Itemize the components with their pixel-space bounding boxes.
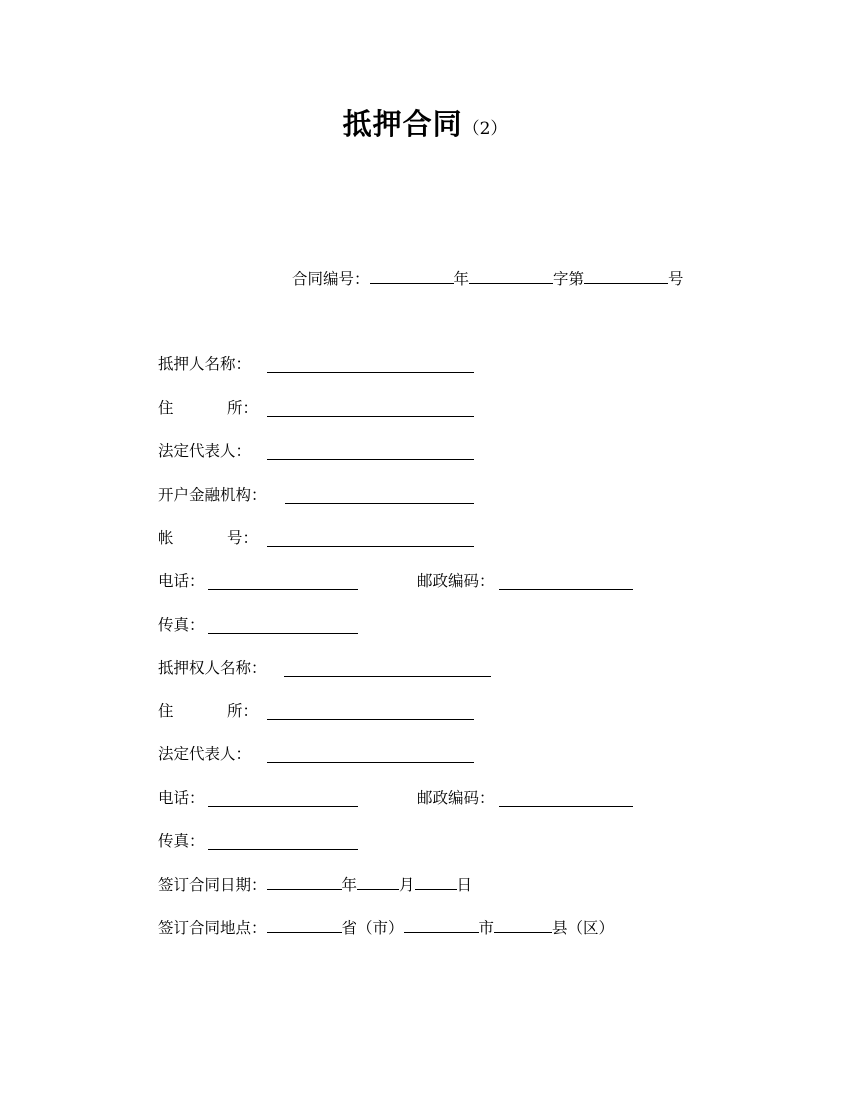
sign-date-line <box>158 874 472 895</box>
contract-year-label: 年 <box>453 270 470 288</box>
mortgagor-phone-blank[interactable] <box>208 588 358 590</box>
sign-date-day-label: 日 <box>456 876 473 894</box>
mortgagor-bank-label: 开户金融机构： <box>158 486 267 504</box>
mortgagor-postcode-label: 邮政编码： <box>417 572 495 590</box>
mortgagor-account-blank[interactable] <box>267 545 474 547</box>
mortgagor-legal-rep-blank[interactable] <box>267 458 474 460</box>
mortgagor-fax-label: 传真： <box>158 616 205 634</box>
mortgagor-account-label-b: 号： <box>227 529 259 547</box>
sign-place-province-label: 省（市） <box>341 919 404 937</box>
contract-year-blank[interactable] <box>370 268 454 284</box>
mortgagor-bank-blank[interactable] <box>285 502 474 504</box>
title-main: 抵押合同 <box>342 107 463 141</box>
mortgagee-address-label-a: 住 <box>158 702 174 720</box>
sign-place-county-blank[interactable] <box>494 917 552 933</box>
mortgagor-name-label: 抵押人名称： <box>158 355 252 373</box>
contract-char-no-label: 字第 <box>553 270 585 288</box>
sign-place-county-label: 县（区） <box>552 919 615 937</box>
mortgagee-legal-rep-blank[interactable] <box>267 761 474 763</box>
contract-char-blank[interactable] <box>469 268 553 284</box>
mortgagor-fax-blank[interactable] <box>208 632 358 634</box>
mortgagee-name-blank[interactable] <box>284 675 491 677</box>
mortgagor-address-blank[interactable] <box>267 415 474 417</box>
mortgagor-phone-label: 电话： <box>158 572 205 590</box>
mortgagor-postcode-blank[interactable] <box>499 588 633 590</box>
sign-place-label: 签订合同地点： <box>158 919 267 937</box>
sign-place-city-blank[interactable] <box>404 917 479 933</box>
contract-number-blank[interactable] <box>584 268 668 284</box>
sign-place-line <box>158 917 614 938</box>
mortgagor-name-blank[interactable] <box>267 371 474 373</box>
mortgagee-name-label: 抵押权人名称： <box>158 659 267 677</box>
contract-number-suffix: 号 <box>668 270 684 288</box>
sign-place-province-blank[interactable] <box>267 917 342 933</box>
sign-date-year-label: 年 <box>341 876 358 894</box>
contract-number-label: 合同编号： <box>292 270 370 288</box>
mortgagee-legal-rep-label: 法定代表人： <box>158 745 252 763</box>
mortgagee-fax-blank[interactable] <box>208 848 358 850</box>
mortgagee-phone-label: 电话： <box>158 789 205 807</box>
mortgagee-postcode-blank[interactable] <box>499 805 633 807</box>
sign-date-month-label: 月 <box>399 876 415 894</box>
mortgagor-address-label-a: 住 <box>158 399 174 417</box>
mortgagee-address-label-b: 所： <box>227 702 259 720</box>
sign-date-year-blank[interactable] <box>267 874 342 890</box>
sign-date-day-blank[interactable] <box>415 874 457 890</box>
mortgagee-phone-blank[interactable] <box>208 805 358 807</box>
page-title <box>0 102 850 143</box>
contract-number-line <box>292 268 684 289</box>
sign-date-month-blank[interactable] <box>357 874 399 890</box>
mortgagor-address-label-b: 所： <box>227 399 259 417</box>
sign-date-label: 签订合同日期： <box>158 876 267 894</box>
mortgagor-account-label-a: 帐 <box>158 529 174 547</box>
mortgagor-legal-rep-label: 法定代表人： <box>158 442 252 460</box>
mortgagee-fax-label: 传真： <box>158 832 205 850</box>
title-sub: （2） <box>462 119 508 139</box>
sign-place-city-label: 市 <box>478 919 495 937</box>
mortgagee-postcode-label: 邮政编码： <box>417 789 495 807</box>
mortgagee-address-blank[interactable] <box>267 718 474 720</box>
